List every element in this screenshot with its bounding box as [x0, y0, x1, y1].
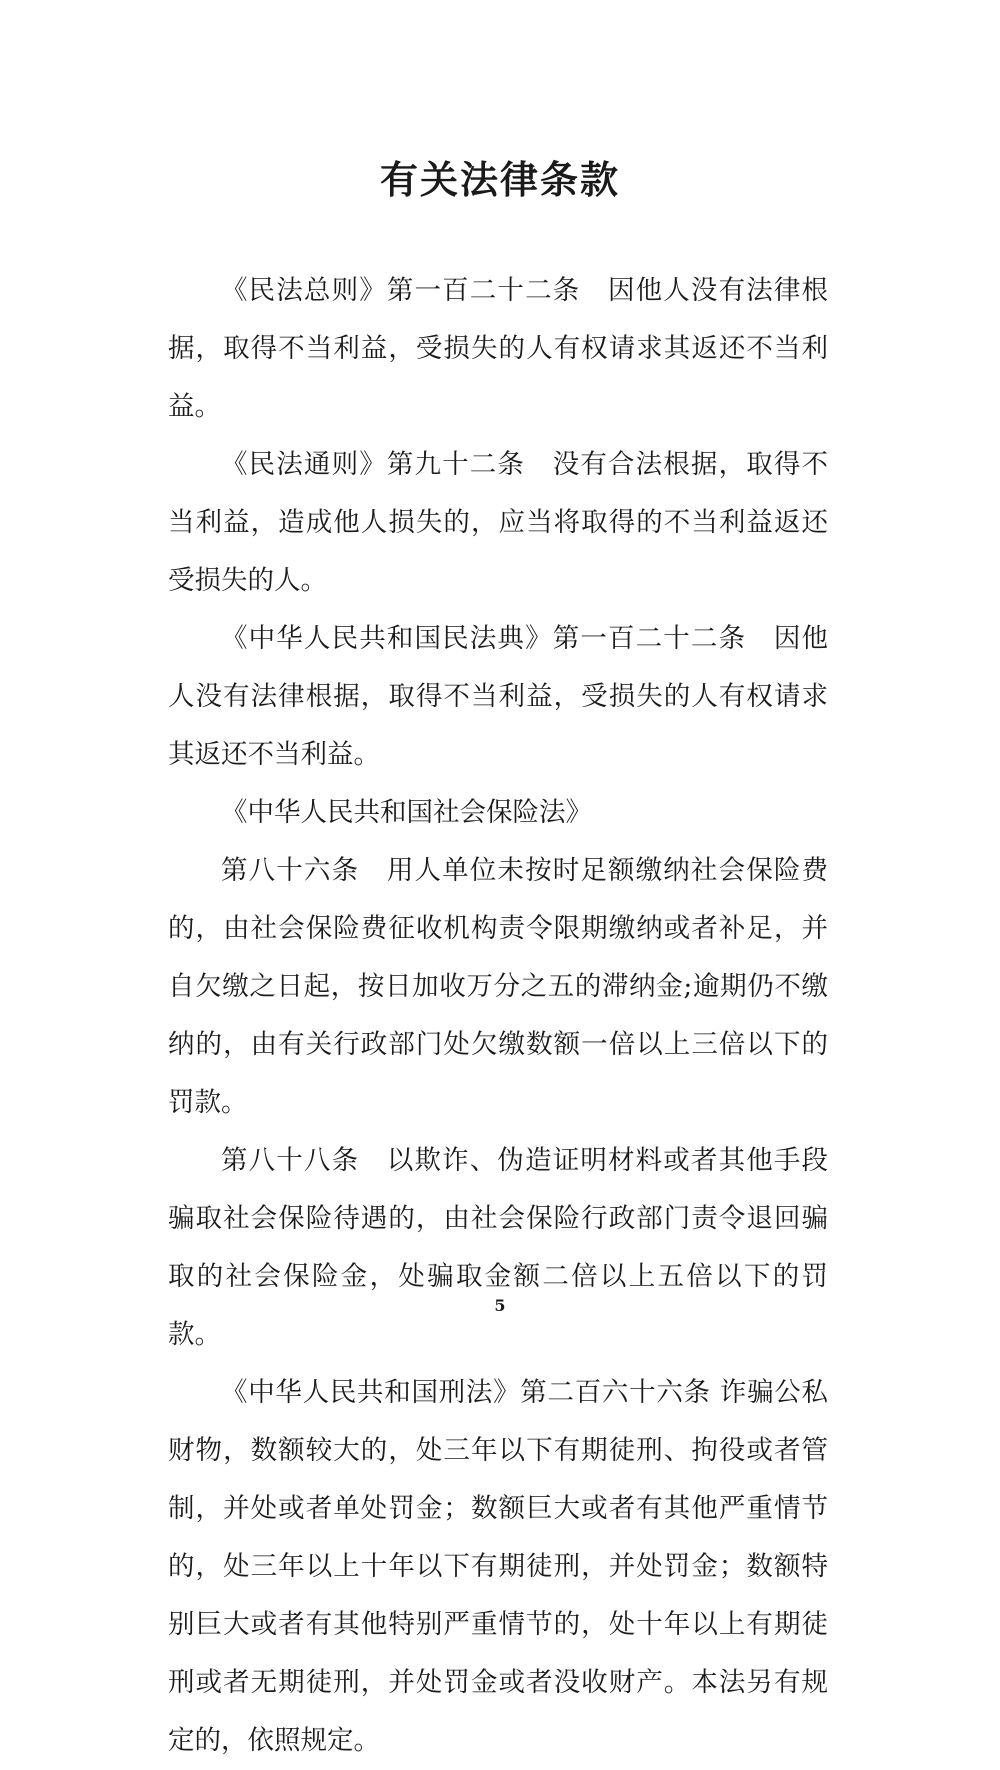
paragraph-article-86: 第八十六条 用人单位未按时足额缴纳社会保险费的，由社会保险费征收机构责令限期缴纳或者补足，并自欠缴之日起，按日加收万分之五的滞纳金;逾期仍不缴纳的，由有关行政部门处欠缴数额一倍以上三倍以下的罚款。: [168, 855, 828, 1118]
document-body: [168, 262, 828, 1770]
paragraph-civil-law-general-provisions: 《民法总则》第一百二十二条 因他人没有法律根据，取得不当利益，受损失的人有权请求其返还不当利益。: [168, 275, 828, 422]
paragraph-criminal-law-article-266: 《中华人民共和国刑法》第二百六十六条 诈骗公私财物，数额较大的，处三年以下有期徒刑、拘役或者管制，并处或者单处罚金；数额巨大或者有其他严重情节的，处三年以上十年以下有期徒刑，并处罚金；数额特别巨大或者有其他特别严重情节的，处十年以上有期徒刑或者无期徒刑，并处罚金或者没收财产。本法另有规定的，依照规定。: [168, 1377, 828, 1756]
paragraph-article-88: 第八十八条 以欺诈、伪造证明材料或者其他手段骗取社会保险待遇的，由社会保险行政部门责令退回骗取的社会保险金，处骗取金额二倍以上五倍以下的罚款。: [168, 1145, 828, 1350]
paragraph-civil-code: 《中华人民共和国民法典》第一百二十二条 因他人没有法律根据，取得不当利益，受损失的人有权请求其返还不当利益。: [168, 623, 828, 770]
paragraph-social-insurance-law-heading: 《中华人民共和国社会保险法》: [221, 797, 592, 828]
page-number: 5: [494, 1296, 506, 1315]
page-title: 有关法律条款: [379, 157, 620, 202]
paragraph-general-principles-civil-law: 《民法通则》第九十二条 没有合法根据，取得不当利益，造成他人损失的，应当将取得的不当利益返还受损失的人。: [168, 449, 828, 596]
